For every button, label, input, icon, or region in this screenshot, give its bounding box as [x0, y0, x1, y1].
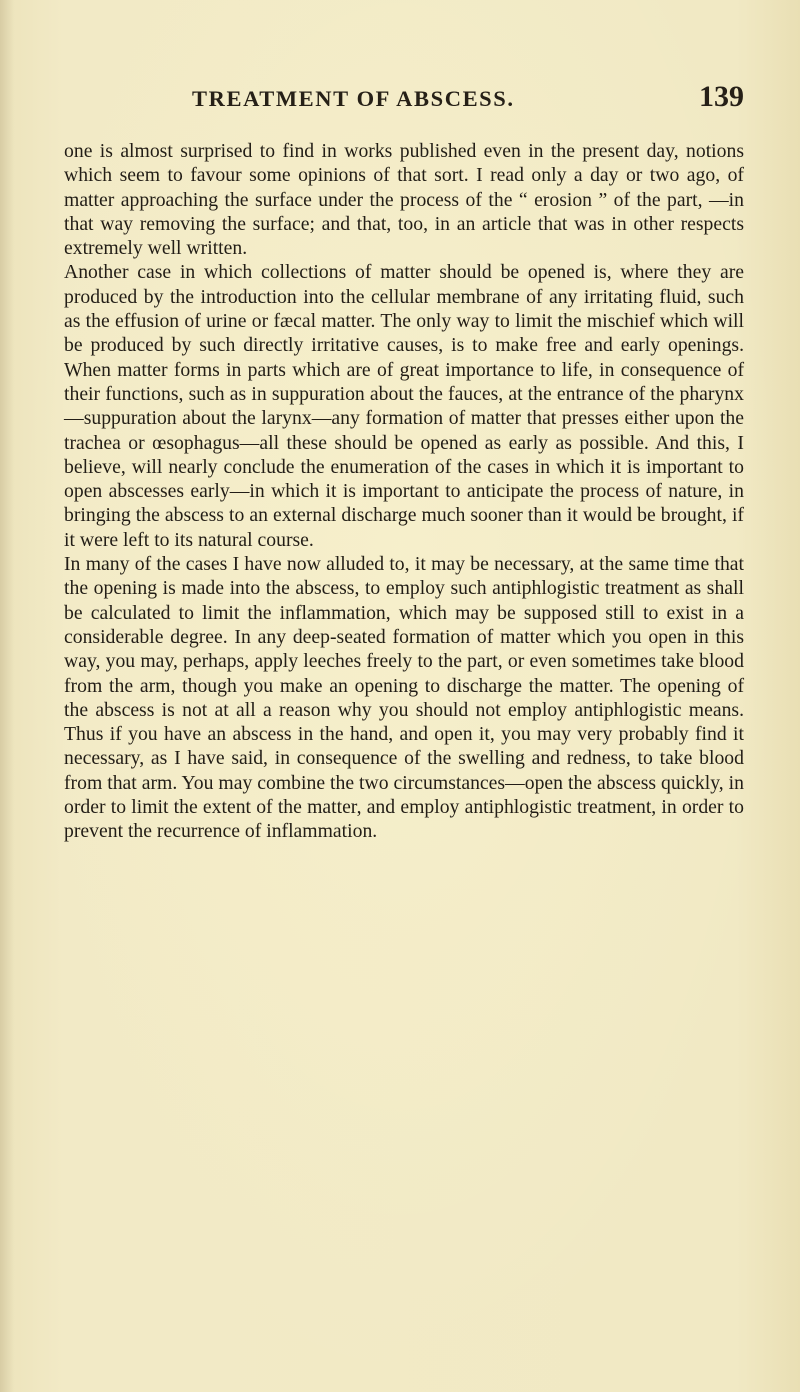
paragraph-2: Another case in which collections of matter should be opened is, where they are produced by the introduction into the cellular membrane of any irritating fluid, such as the effusion of urine or fæcal matter. The only way to limit the mischief which will be produced by such directly irritative causes, is to make free and early openings. When matter forms in parts which are of great importance to life, in consequence of their functions, such as in suppuration about the fauces, at the entrance of the pharynx—suppuration about the larynx—any formation of matter that presses either upon the trachea or œsophagus—all these should be opened as early as possible. And this, I believe, will nearly conclude the enumeration of the cases in which it is important to open abscesses early—in which it is important to anticipate the process of nature, in bringing the abscess to an external discharge much sooner than it would be brought, if it were left to its natural course. — [64, 261, 744, 551]
running-title: TREATMENT OF ABSCESS. — [192, 86, 515, 111]
page-number: 139 — [699, 80, 744, 113]
body-text — [64, 139, 744, 844]
binding-gutter-shadow — [0, 0, 14, 1392]
paragraph-3: In many of the cases I have now alluded to, it may be necessary, at the same time that the opening is made into the abscess, to employ such antiphlogistic treatment as shall be calculated to limit the inflammation, which may be supposed still to exist in a considerable degree. In any deep-seated formation of matter which you open in this way, you may, perhaps, apply leeches freely to the part, or even sometimes take blood from the arm, though you make an opening to discharge the matter. The opening of the abscess is not at all a reason why you should not employ antiphlogistic means. Thus if you have an abscess in the hand, and open it, you may very probably find it necessary, as I have said, in consequence of the swelling and redness, to take blood from that arm. You may combine the two circumstances—open the abscess quickly, in order to limit the extent of the matter, and employ antiphlogistic treatment, in order to prevent the recurrence of inflammation. — [64, 553, 744, 843]
page-header — [64, 80, 744, 122]
paragraph-1: one is almost surprised to find in works published even in the present day, notions which seem to favour some opinions of that sort. I read only a day or two ago, of matter approaching the surface under the process of the “ erosion ” of the part, —in that way removing the surface; and that, too, in an article that was in other respects extremely well written. — [64, 140, 744, 260]
